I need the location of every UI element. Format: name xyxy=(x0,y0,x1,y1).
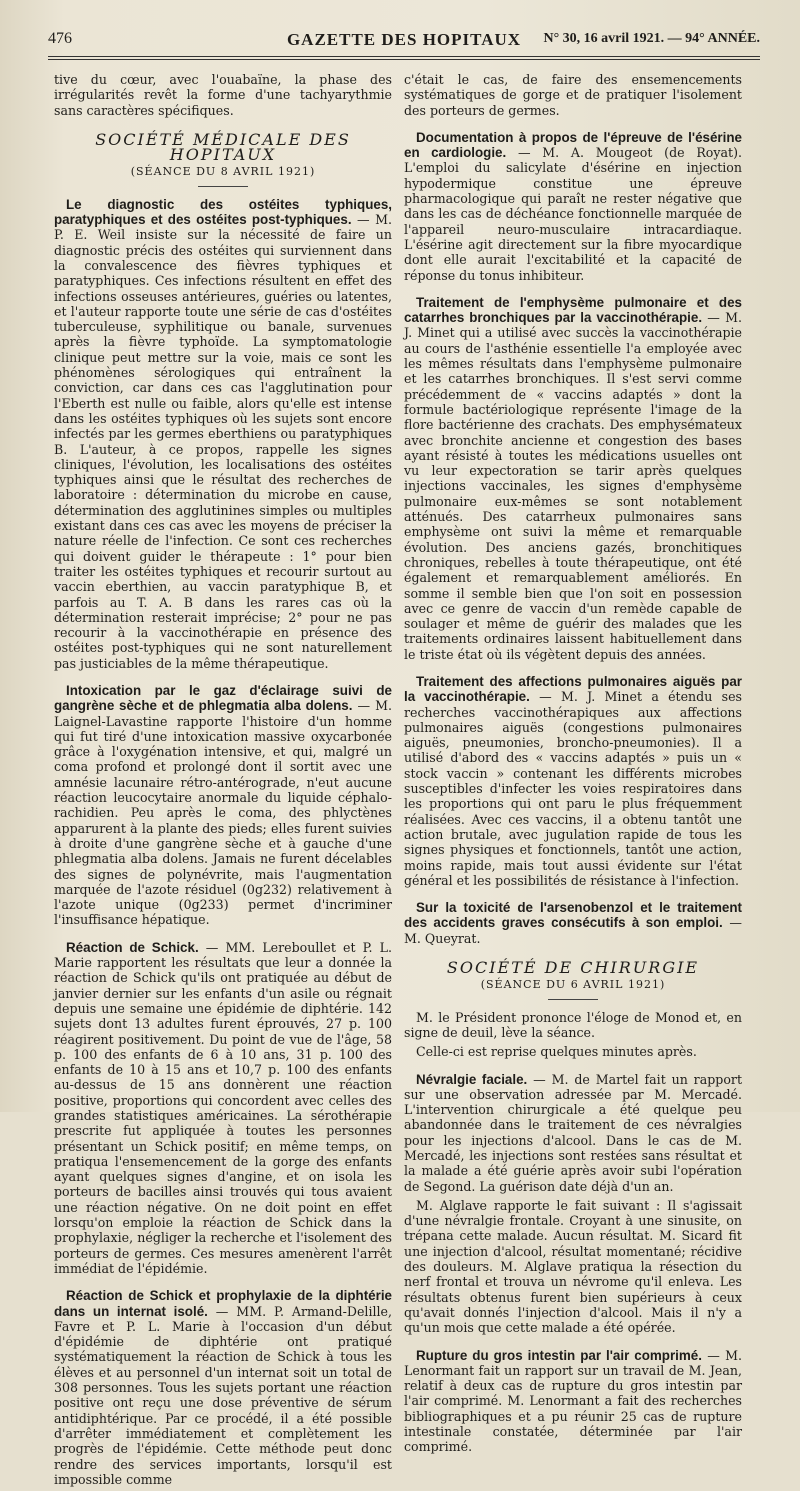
journal-title: GAZETTE DES HOPITAUX xyxy=(286,30,522,49)
article-text: — M. A. Mougeot (de Royat). L'emploi du salicylate d'ésérine en injection hypodermique constitue une épreuve pharmacologique qui paraît ne rester négative que dans les cas de déchéance fonctionnelle marquée de l'appareil neuro-musculaire intracardiaque. L'ésérine agit directement sur la fibre myocardique dont elle aurait l'excitabilité et la capacité de réponse du tonus inhibiteur. xyxy=(404,145,742,283)
page-number: 476 xyxy=(48,30,72,47)
article-title: Rupture du gros intestin par l'air comprimé. xyxy=(416,1347,702,1363)
article-title: Sur la toxicité de l'arsenobenzol et le traitement des accidents graves consécutifs à son emploi. xyxy=(404,900,742,931)
session-date: (SÉANCE DU 8 AVRIL 1921) xyxy=(130,165,316,179)
header-rule xyxy=(48,56,760,57)
left-column xyxy=(54,72,392,1491)
article-text: — M. P. E. Weil insiste sur la nécessité de faire un diagnostic précis des ostéites qui surviennent dans la convalescence des fièvres typhiques et paratyphiques. Ces infections résultent en effet des infections osseuses antérieures, guéries ou latentes, et l'auteur rapporte toute une série de cas d'ostéites tuberculeuse, syphilitique ou banale, survenues après la fièvre typhoïde. La symptomatologie clinique peut mettre sur la voie, mais ce sont les phénomènes sérologiques qui entraînent la conviction, car dans ces cas l'agglutination pour l'Eberth est nulle ou faible, alors qu'elle est intense dans les ostéites typhiques où les sujets sont encore infectés par les germes eberthiens ou paratyphiques B. L'auteur, à ce propos, rappelle les signes cliniques, l'évolution, les localisations des ostéites typhiques ainsi que le résultat des recherches de laboratoire : détermination du microbe en cause, détermination des agglutinines simples ou multiples existant dans ces cas avec les moyens de préciser la nature réelle de l'infection. Ce sont ces recherches qui doivent guider le thérapeute : 1° pour bien traiter les ostéites typhiques et recourir surtout au vaccin eberthien, au vaccin paratyphique B, et parfois au T. A. B dans les rares cas où la détermination resterait imprécise; 2° pour ne pas recourir à la vaccinothérapie en présence des ostéites post-typhiques qui ne sont naturellement pas justiciables de la même thérapeutique. xyxy=(54,212,392,671)
article-title: Documentation à propos de l'épreuve de l'ésérine en cardiologie. xyxy=(404,129,742,161)
paragraph: c'était le cas, de faire des ensemencements systématiques de gorge et de pratiquer l'isolement des porteurs de germes. xyxy=(404,72,742,118)
article-nevralgie xyxy=(404,1072,742,1194)
paragraph: M. le Président prononce l'éloge de Monod et, en signe de deuil, lève la séance. xyxy=(404,1009,742,1040)
article-text: — M. J. Minet a étendu ses recherches vaccinothérapiques aux affections pulmonaires aiguës (congestions pulmonaires aiguës, pneumonies, broncho-pneumonies). Il a utilisé d'abord des « vaccins adaptés » puis un « stock vaccin » contenant les différents microbes susceptibles d'infecter les voies respiratoires dans les proportions qui ont paru le plus fréquemment réalisées. Avec ces vaccins, il a obtenu tantôt une action brutale, avec jugulation rapide de tous les signes physiques et fonctionnels, tantôt une action, moins rapide, mais tout aussi évidente sur l'état général et les possibilités de résistance à l'infection. xyxy=(404,689,742,888)
article-title: Traitement de l'emphysème pulmonaire et des catarrhes bronchiques par la vaccinothérapie. xyxy=(404,294,742,326)
paragraph: Celle-ci est reprise quelques minutes après. xyxy=(416,1044,697,1060)
article-text: — MM. P. Armand-Delille, Favre et P. L. Marie à l'occasion d'un début d'épidémie de diphtérie ont pratiqué systématiquement la réaction de Schick à tous les élèves et au personnel d'un internat soit un total de 308 personnes. Tous les sujets portant une réaction positive ont reçu une dose préventive de sérum antidiphtérique. Par ce procédé, il a été possible d'arrêter immédiatement et complètement les progrès de l'épidémie. Cette méthode peut donc rendre des services importants, lorsqu'il est impossible comme xyxy=(54,1303,392,1487)
article-text: — M. Laignel-Lavastine rapporte l'histoire d'un homme qui fut tiré d'une intoxication massive oxycarbonée grâce à l'oxygénation intensive, et qui, malgré un coma profond et prolongé dont il sortit avec une amnésie lacunaire rétro-antérograde, n'eut aucune réaction leucocytaire anormale du liquide céphalo-rachidien. Peu après le coma, des phlyctènes apparurent à la plante des pieds; elles furent suivies à droite d'une gangrène sèche et à gauche d'une phlegmatia alba dolens. Jamais ne furent décelables des signes de polynévrite, mais l'augmentation marquée de l'azote résiduel (0g232) relativement à l'azote unique (0g233) permet d'incriminer l'insuffisance hépatique. xyxy=(54,698,392,928)
article-schick-internat xyxy=(54,1288,392,1487)
article-text: — M. de Martel fait un rapport sur une observation adressée par M. Mercadé. L'intervention chirurgicale a été quelque peu abandonnée dans le traitement de ces névralgies pour les injections d'alcool. Dans le cas de M. Mercadé, les injections sont restées sans résultat et la malade a été guérie après avoir subi l'opération de Segond. La guérison date déjà d'un an. xyxy=(404,1071,743,1194)
article-arsenobenzol xyxy=(404,900,742,946)
society-heading: SOCIÉTÉ MÉDICALE DES HOPITAUX xyxy=(95,129,351,165)
article-text: — MM. Lereboullet et P. L. Marie rapportent les résultats que leur a donnée la réaction de Schick qu'ils ont pratiquée au début de janvier dernier sur les enfants d'un asile ou régnait depuis une semaine une épidémie de diphtérie. 142 sujets dont 13 adultes furent éprouvés, 27 p. 100 réagirent positivement. Du point de vue de l'âge, 58 p. 100 des enfants de 6 à 10 ans, 31 p. 100 des enfants de 10 à 15 ans et 10,7 p. 100 des enfants au-dessus de 15 ans donnèrent une réaction positive, proportions qui concordent avec celles des grandes statistiques américaines. La sérothérapie prescrite fut appliquée à toutes les personnes présentant un Schick positif; en même temps, on pratiqua l'ensemencement de la gorge des enfants ayant quelques signes d'angine, et on isola les porteurs de bacilles ainsi trouvés qui tous avaient une réaction négative. On ne doit point en effet lorsqu'on emploie la réaction de Schick dans la prophylaxie, négliger la recherche et l'isolement des porteurs de germes. Ces mesures amenèrent l'arrêt immédiat de l'épidémie. xyxy=(54,939,392,1276)
paragraph: M. Alglave rapporte le fait suivant : Il s'agissait d'une névralgie frontale. Croyant à une sinusite, on trépana cette malade. Aucun résultat. M. Sicard fit une injection d'alcool, résultat momentané; récidive des douleurs. M. Alglave pratiqua la résection du nerf frontal et trouva un névrome qu'il enleva. Les résultats obtenus furent bien supérieurs à ceux qu'avait donnés l'injection d'alcool. Mais il n'y a qu'un mois que cette malade a été opérée. xyxy=(404,1197,742,1336)
article-eserine xyxy=(404,130,742,283)
society-heading: SOCIÉTÉ DE CHIRURGIE xyxy=(446,958,700,978)
article-title: Névralgie faciale. xyxy=(416,1071,528,1087)
article-title: Traitement des affections pulmonaires aiguës par la vaccinothérapie. xyxy=(404,673,742,705)
article-text: — M. Queyrat. xyxy=(404,915,742,946)
article-text: — M. Lenormant fait un rapport sur un travail de M. Jean, relatif à deux cas de rupture du gros intestin par l'air comprimé. M. Lenormant a fait des recherches bibliographiques et a pu réunir 25 cas de rupture intestinale constatée, déterminée par l'air comprimé. xyxy=(404,1347,742,1455)
article-title: Le diagnostic des ostéites typhiques, paratyphiques et des ostéites post-typhiques. xyxy=(54,196,392,228)
article-schick xyxy=(54,940,392,1277)
header-rule-double xyxy=(48,59,760,60)
issue-info: N° 30, 16 avril 1921. — 94° ANNÉE. xyxy=(543,31,760,46)
article-emphyseme xyxy=(404,295,742,662)
article-osteites xyxy=(54,197,392,671)
paragraph: tive du cœur, avec l'ouabaïne, la phase des irrégularités revêt la forme d'une tachyarythmie sans caractères spécifiques. xyxy=(54,72,392,118)
divider xyxy=(198,186,248,187)
session-date: (SÉANCE DU 6 AVRIL 1921) xyxy=(480,978,666,992)
article-title: Réaction de Schick. xyxy=(66,939,199,955)
article-title: Intoxication par le gaz d'éclairage suivi de gangrène sèche et de phlegmatia alba dolens. xyxy=(54,682,392,714)
article-title: Réaction de Schick et prophylaxie de la diphtérie dans un internat isolé. xyxy=(54,1288,392,1319)
divider xyxy=(548,999,598,1000)
page-header xyxy=(48,30,760,56)
article-rupture xyxy=(404,1348,742,1455)
article-text: — M. J. Minet qui a utilisé avec succès la vaccinothérapie au cours de l'asthénie essentielle l'a employée avec les mêmes résultats dans l'emphysème pulmonaire et les catarrhes bronchiques. Il s'est servi comme précédemment de « vaccins adaptés » dont la formule bactériologique représente l'image de la flore bactérienne des crachats. Des emphysémateux avec bronchite ancienne et congestion des bases ayant résisté à toutes les médications usuelles ont vu leur expectoration se tarir après quelques injections vaccinales, les signes d'emphysème pulmonaire eux-mêmes se sont notablement atténués. Des catarrheux pulmonaires sans emphysème ont suivi la même et remarquable évolution. Des anciens gazés, bronchitiques chroniques, rebelles à toute thérapeutique, ont été également et remarquablement améliorés. En somme il semble bien que l'on soit en possession avec ce genre de vaccin d'un remède capable de soulager et même de guérir des malades que les traitements ordinaires laissent habituellement dans le triste état où ils végètent depuis des années. xyxy=(404,310,742,662)
article-affections-aigues xyxy=(404,674,742,888)
right-column xyxy=(404,72,742,1459)
article-intoxication xyxy=(54,683,392,928)
